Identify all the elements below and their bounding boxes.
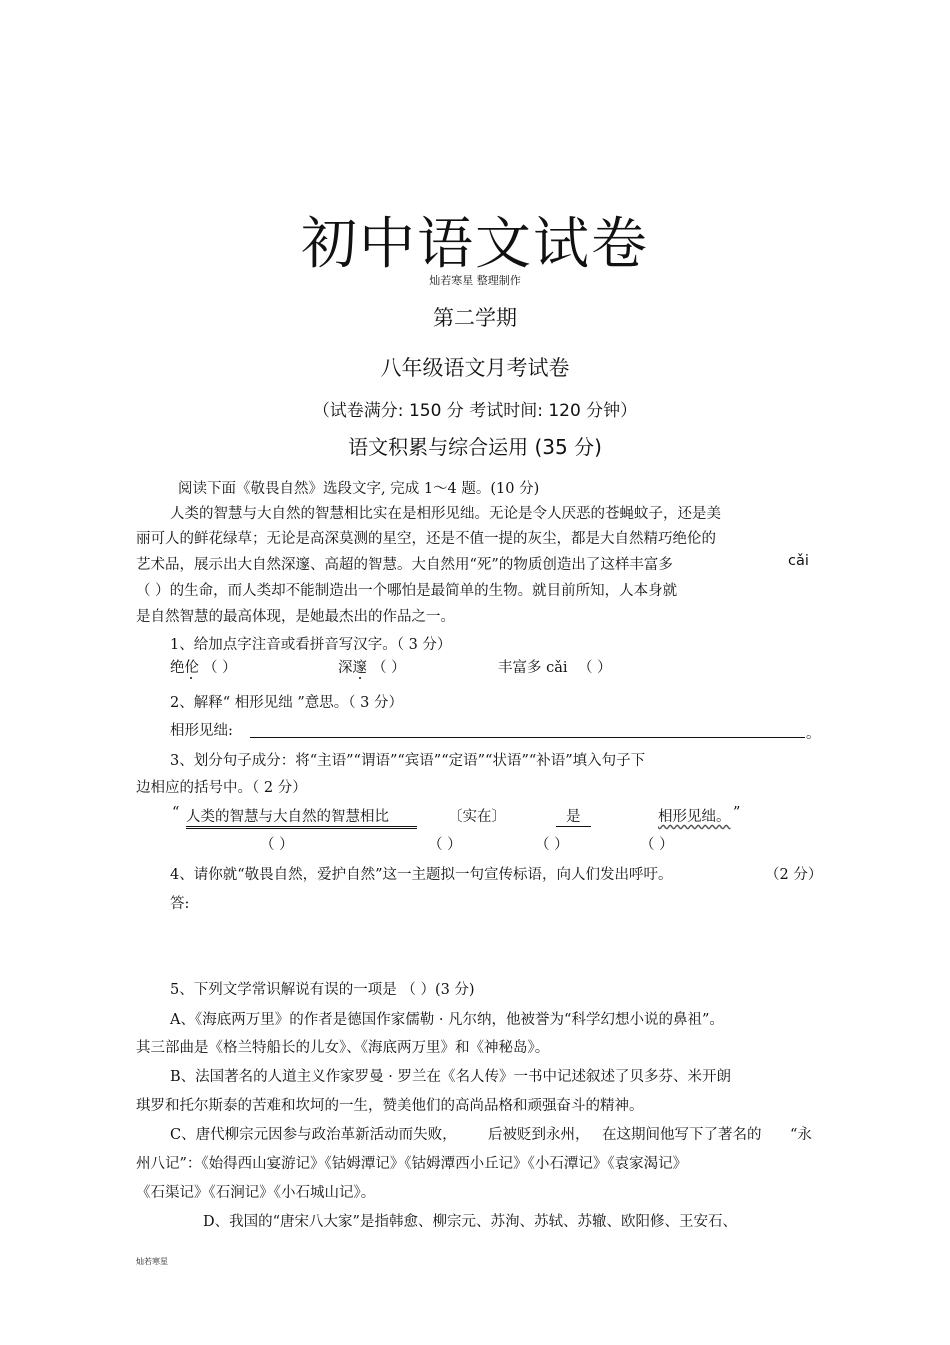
q5-option-a: A、《海底两万里》的作者是德国作家儒勒 · 凡尔纳，他被誉为“科学幻想小说的鼻祖”。 bbox=[170, 1012, 724, 1028]
page-title: 初中语文试卷 bbox=[301, 212, 649, 277]
page-footer: 灿若寒星 bbox=[136, 1257, 168, 1266]
q5-option-c-part: 在这期间他写下了著名的 bbox=[602, 1127, 762, 1143]
q3-verb: 是 bbox=[556, 805, 591, 827]
q5-option-c-part: 后被贬到永州， bbox=[488, 1127, 590, 1143]
q5-option-c-part: “永 bbox=[790, 1127, 812, 1143]
q5-option-b-cont: 琪罗和托尔斯泰的苦难和坎坷的一生，赞美他们的高尚品格和顽强奋斗的精神。 bbox=[136, 1098, 644, 1114]
q2-label: 相形见绌: bbox=[170, 723, 233, 739]
q3-blank-4[interactable]: （ ） bbox=[640, 837, 674, 853]
semester-label: 第二学期 bbox=[433, 306, 517, 330]
passage-line: 人类的智慧与大自然的智慧相比实在是相形见绌。无论是令人厌恶的苍蝇蚊子，还是美 bbox=[170, 506, 721, 522]
emphasis-dot bbox=[359, 677, 361, 679]
question-3-prompt-cont: 边相应的括号中。（ 2 分） bbox=[136, 780, 307, 796]
q3-subject: 人类的智慧与大自然的智慧相比 bbox=[186, 805, 417, 829]
q2-answer-line[interactable] bbox=[250, 737, 805, 738]
section-title: 语文积累与综合运用 (35 分) bbox=[348, 435, 602, 459]
q5-option-d: D、我国的“唐宋八大家”是指韩愈、柳宗元、苏洵、苏轼、苏辙、欧阳修、王安石、 bbox=[203, 1214, 737, 1230]
question-4-prompt: 4、请你就“敬畏自然，爱护自然”这一主题拟一句宣传标语，向人们发出呼吁。 bbox=[170, 867, 673, 883]
q1-blank-b[interactable]: （ ） bbox=[372, 660, 406, 676]
exam-name: 八年级语文月考试卷 bbox=[380, 356, 570, 380]
q5-option-b: B、法国著名的人道主义作家罗曼 · 罗兰在《名人传》一书中记述叙述了贝多芬、米开朗 bbox=[170, 1069, 731, 1085]
q2-period: 。 bbox=[806, 726, 821, 742]
passage-line: 丽可人的鲜花绿草；无论是高深莫测的星空，还是不值一提的灰尘，都是大自然精巧绝伦的 bbox=[136, 531, 716, 547]
passage-line: （ ）的生命，而人类却不能制造出一个哪怕是最简单的生物。就目前所知，人本身就 bbox=[136, 583, 678, 599]
q4-answer-label[interactable]: 答: bbox=[170, 896, 190, 912]
maker-credit: 灿若寒星 整理制作 bbox=[429, 274, 521, 287]
question-1-prompt: 1、给加点字注音或看拼音写汉字。（ 3 分） bbox=[170, 637, 452, 653]
passage-line: 艺术品，展示出大自然深邃、高超的智慧。大自然用“死”的物质创造出了这样丰富多 bbox=[136, 557, 673, 573]
q3-adverbial: 〔实在〕 bbox=[448, 809, 506, 825]
q5-option-a-cont: 其三部曲是《格兰特船长的儿女》、《海底两万里》和《神秘岛》。 bbox=[136, 1040, 550, 1056]
q1-blank-c[interactable]: （ ） bbox=[578, 660, 612, 676]
passage-line: 是自然智慧的最高体现，是她最杰出的作品之一。 bbox=[136, 609, 455, 625]
q1-blank-a[interactable]: （ ） bbox=[203, 660, 237, 676]
q3-blank-2[interactable]: （ ） bbox=[428, 837, 462, 853]
q4-score: （2 分） bbox=[765, 867, 823, 883]
q3-blank-3[interactable]: （ ） bbox=[535, 837, 569, 853]
exam-info: （试卷满分: 150 分 考试时间: 120 分钟） bbox=[312, 401, 638, 421]
question-5-prompt: 5、下列文学常识解说有误的一项是 （ ）(3 分) bbox=[170, 982, 475, 998]
q3-close-quote: ” bbox=[733, 805, 741, 821]
q5-option-c-cont: 《石渠记》《石涧记》《小石城山记》。 bbox=[136, 1185, 376, 1201]
q1-word-c: 丰富多 cǎi bbox=[498, 660, 568, 676]
passage-intro: 阅读下面《敬畏自然》选段文字, 完成 1～4 题。(10 分) bbox=[178, 481, 540, 497]
question-3-prompt: 3、划分句子成分：将“主语”“谓语”“宾语”“定语”“状语”“补语”填入句子下 bbox=[170, 753, 646, 769]
pinyin-hint: cǎi bbox=[788, 553, 809, 569]
q3-blank-1[interactable]: （ ） bbox=[260, 837, 294, 853]
q3-open-quote: “ bbox=[172, 805, 180, 821]
q5-option-c: C、唐代柳宗元因参与政治革新活动而失败， bbox=[170, 1127, 457, 1143]
q3-object: 相形见绌。 bbox=[658, 809, 731, 825]
q5-option-c-cont: 州八记”：《始得西山宴游记》《钴姆潭记》《钴姆潭西小丘记》《小石潭记》《袁家渴记》 bbox=[136, 1156, 688, 1172]
q1-word-b: 深邃 bbox=[338, 660, 367, 676]
question-2-prompt: 2、解释“ 相形见绌 ”意思。（ 3 分） bbox=[170, 695, 403, 711]
q1-word-a: 绝伦 bbox=[170, 660, 199, 676]
emphasis-dot bbox=[190, 677, 192, 679]
